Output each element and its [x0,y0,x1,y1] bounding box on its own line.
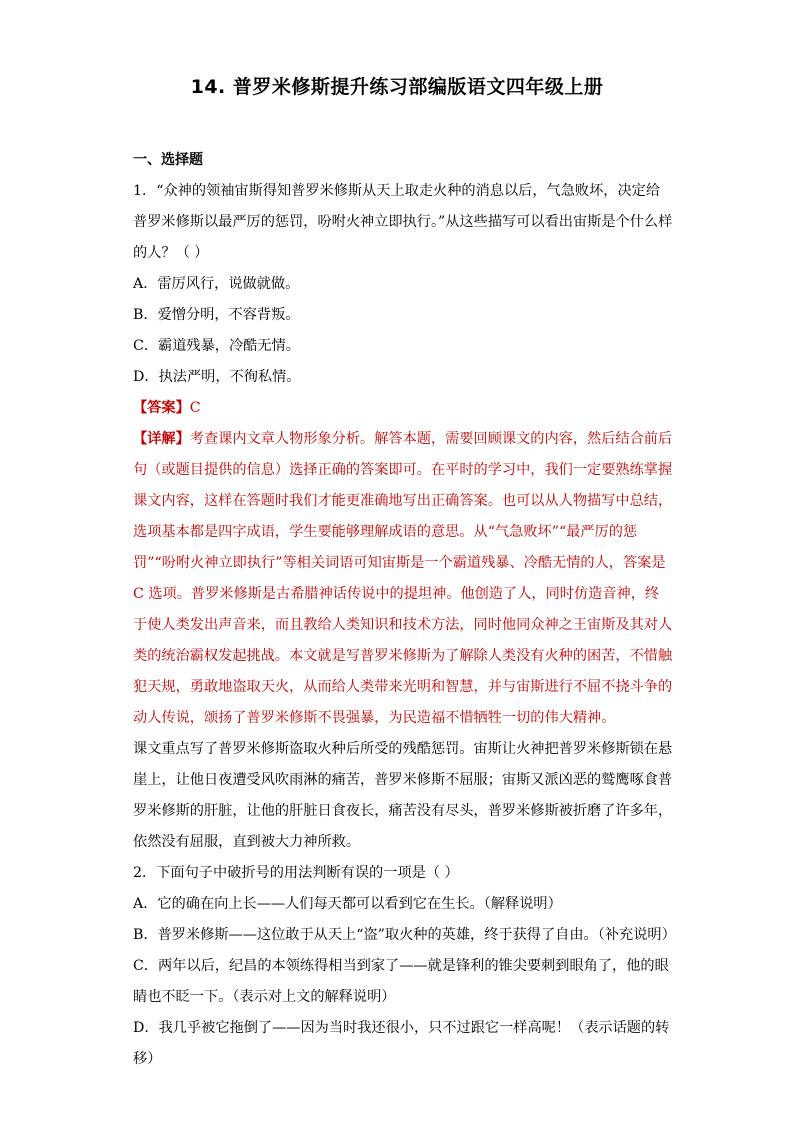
analysis-text: 考查课内文章人物形象分析。解答本题，需要回顾课文的内容，然后结合前后句（或题目提供的信息）选择正确的答案即可。在平时的学习中，我们一定要熟练掌握课文内容，这样在答题时我们才能更准确地写出正确答案。也可以从人物描写中总结，选项基本都是四字成语，学生要能够理解成语的意思。从“气急败坏”“最严厉的惩罚”“吩咐火神立即执行”等相关词语可知宙斯是一个霸道残暴、冷酷无情的人，答案是 C 选项。普罗米修斯是古希腊神话传说中的提坦神。他创造了人，同时仿造音神，终于使人类发出声音来，而且教给人类知识和技术方法，同时他同众神之王宙斯及其对人类的统治霸权发起挑战。本文就是写普罗米修斯为了解除人类没有火种的困苦，不惜触犯天规，勇敢地盗取天火，从而给人类带来光明和智慧，并与宙斯进行不屈不挠斗争的动人传说，颂扬了普罗米修斯不畏强暴，为民造福不惜牺牲一切的伟大精神。 [133,431,673,726]
document-body [133,145,676,1075]
question-1-option-d: D．执法严明，不徇私情。 [133,369,301,385]
question-2-option-c: C．两年以后，纪昌的本领练得相当到家了——就是锋利的锥尖要刺到眼角了，他的眼睛也不眨一下。（表示对上文的解释说明） [133,958,669,1005]
question-1-option-c: C．霸道残暴，冷酷无情。 [133,338,300,354]
question-2-stem: 2．下面句子中破折号的用法判断有误的一项是（ ） [133,865,459,881]
section-heading: 一、选择题 [133,152,203,168]
question-1-extra-text: 课文重点写了普罗米修斯盗取火种后所受的残酷惩罚。宙斯让火神把普罗米修斯锁在悬崖上，让他日夜遭受风吹雨淋的痛苦，普罗米修斯不屈服；宙斯又派凶恶的鹫鹰啄食普罗米修斯的肝脏，让他的肝脏日食夜长，痛苦没有尽头，普罗米修斯被折磨了许多年，依然没有屈服，直到被大力神所救。 [133,741,673,850]
question-2-option-d: D．我几乎被它拖倒了——因为当时我还很小，只不过跟它一样高呢！（表示话题的转移） [133,1020,670,1067]
analysis-tag: 【详解】 [133,431,190,447]
question-1-analysis [133,424,673,734]
question-2-option-a: A．它的确在向上长——人们每天都可以看到它在生长。（解释说明） [133,896,562,912]
question-1-option-b: B．爱憎分明，不容背叛。 [133,307,300,323]
question-1-option-a: A．雷厉风行，说做就做。 [133,276,300,292]
answer-value: C [189,400,201,416]
answer-tag: 【答案】 [133,400,190,416]
question-1-stem: 1．“众神的领袖宙斯得知普罗米修斯从天上取走火种的消息以后，气急败坏，决定给普罗米修斯以最严厉的惩罚，吩咐火神立即执行。”从这些描写可以看出宙斯是个什么样的人？（ ） [133,183,673,261]
question-2-option-b: B．普罗米修斯——这位敢于从天上“盗”取火种的英雄，终于获得了自由。（补充说明） [133,927,676,943]
page-title: 14. 普罗米修斯提升练习部编版语文四年级上册 [190,76,604,98]
question-1-answer [133,393,673,424]
